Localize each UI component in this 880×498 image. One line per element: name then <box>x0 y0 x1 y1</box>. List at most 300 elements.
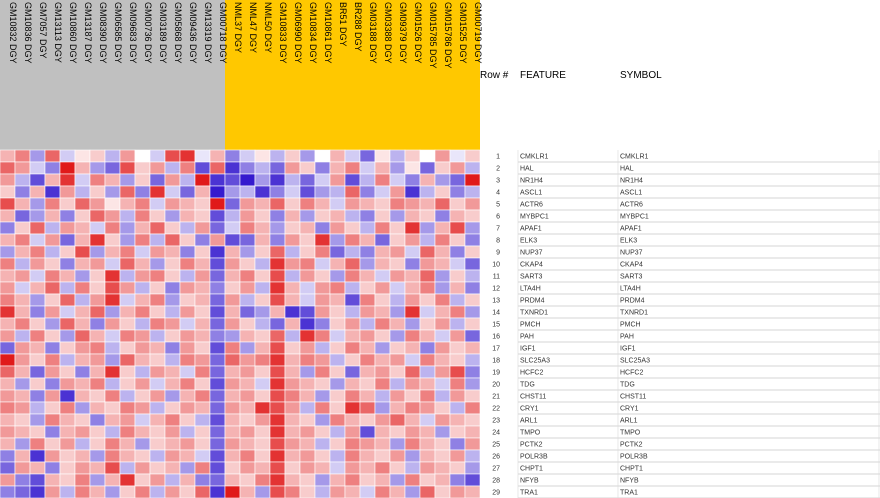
row-symbol: SLC25A3 <box>620 357 650 365</box>
heatmap-cell <box>450 246 465 258</box>
heatmap-cell <box>420 210 435 222</box>
heatmap-cell <box>45 198 60 210</box>
heatmap-cell <box>255 246 270 258</box>
heatmap-cell <box>300 426 315 438</box>
heatmap-cell <box>75 402 90 414</box>
heatmap-cell <box>315 426 330 438</box>
heatmap-cell <box>15 210 30 222</box>
heatmap-cell <box>120 330 135 342</box>
heatmap-cell <box>15 294 30 306</box>
heatmap-cell <box>225 414 240 426</box>
heatmap-cell <box>60 174 75 186</box>
heatmap-cell <box>90 414 105 426</box>
heatmap-cell <box>105 282 120 294</box>
heatmap-cell <box>285 450 300 462</box>
heatmap-cell <box>0 438 15 450</box>
heatmap-cell <box>60 462 75 474</box>
heatmap-cell <box>210 438 225 450</box>
heatmap-cell <box>165 414 180 426</box>
heatmap-cell <box>330 414 345 426</box>
heatmap-cell <box>45 402 60 414</box>
heatmap-cell <box>90 450 105 462</box>
heatmap-cell <box>255 330 270 342</box>
heatmap-cell <box>255 474 270 486</box>
heatmap-cell <box>450 198 465 210</box>
heatmap-cell <box>60 294 75 306</box>
heatmap-cell <box>345 402 360 414</box>
heatmap-cell <box>405 306 420 318</box>
heatmap-cell <box>405 486 420 498</box>
heatmap-cell <box>165 378 180 390</box>
heatmap-cell <box>180 378 195 390</box>
heatmap-cell <box>450 378 465 390</box>
heatmap-cell <box>270 462 285 474</box>
heatmap-cell <box>330 486 345 498</box>
heatmap-cell <box>330 462 345 474</box>
heatmap-cell <box>225 222 240 234</box>
heatmap-cell <box>165 342 180 354</box>
row-feature: HAL <box>520 165 534 173</box>
heatmap-cell <box>300 330 315 342</box>
column-label: GM7057 DGY <box>38 2 48 59</box>
heatmap-cell <box>60 450 75 462</box>
heatmap-cell <box>390 366 405 378</box>
heatmap-cell <box>360 234 375 246</box>
row-symbol: CRY1 <box>620 405 639 413</box>
heatmap-cell <box>285 186 300 198</box>
heatmap-cell <box>330 474 345 486</box>
heatmap-cell <box>435 150 450 162</box>
heatmap-cell <box>330 438 345 450</box>
heatmap-cell <box>420 234 435 246</box>
row-feature: TMPO <box>520 429 541 437</box>
heatmap-cell <box>0 414 15 426</box>
row-symbol: ASCL1 <box>620 189 643 197</box>
heatmap-cell <box>465 462 480 474</box>
heatmap-cell <box>270 342 285 354</box>
heatmap-cell <box>165 258 180 270</box>
heatmap-cell <box>315 258 330 270</box>
heatmap-cell <box>300 366 315 378</box>
row-symbol: MYBPC1 <box>620 213 649 221</box>
heatmap-cell <box>60 414 75 426</box>
heatmap-cell <box>135 174 150 186</box>
heatmap-cell <box>120 402 135 414</box>
heatmap-cell <box>165 366 180 378</box>
heatmap-cell <box>405 162 420 174</box>
heatmap-cell <box>450 150 465 162</box>
heatmap-cell <box>255 342 270 354</box>
heatmap-cell <box>360 246 375 258</box>
heatmap-cell <box>0 486 15 498</box>
heatmap-cell <box>90 318 105 330</box>
heatmap-cell <box>195 462 210 474</box>
heatmap-cell <box>225 198 240 210</box>
heatmap-cell <box>330 402 345 414</box>
row-number: 29 <box>492 489 500 497</box>
heatmap-cell <box>150 306 165 318</box>
row-symbol: CHST11 <box>620 393 647 401</box>
heatmap-cell <box>90 222 105 234</box>
heatmap-cell <box>375 282 390 294</box>
heatmap-cell <box>450 390 465 402</box>
heatmap-cell <box>285 414 300 426</box>
heatmap-cell <box>360 150 375 162</box>
heatmap-cell <box>315 402 330 414</box>
heatmap-cell <box>75 414 90 426</box>
row-number: 4 <box>496 189 500 197</box>
column-label: GM13319 DGY <box>203 2 213 64</box>
row-feature: POLR3B <box>520 453 548 461</box>
heatmap-cell <box>405 210 420 222</box>
heatmap-cell <box>210 210 225 222</box>
heatmap-cell <box>0 474 15 486</box>
heatmap-cell <box>390 438 405 450</box>
heatmap-cell <box>90 150 105 162</box>
heatmap-cell <box>420 414 435 426</box>
heatmap-cell <box>75 210 90 222</box>
heatmap-cell <box>195 234 210 246</box>
heatmap-cell <box>360 354 375 366</box>
heatmap-cell <box>255 390 270 402</box>
heatmap-cell <box>375 474 390 486</box>
heatmap-cell <box>135 198 150 210</box>
heatmap-cell <box>330 354 345 366</box>
heatmap-cell <box>150 426 165 438</box>
column-label: GM10832 DGY <box>8 2 18 64</box>
heatmap-cell <box>270 150 285 162</box>
heatmap-cell <box>210 282 225 294</box>
heatmap-cell <box>420 246 435 258</box>
heatmap-cell <box>300 414 315 426</box>
heatmap-cell <box>90 378 105 390</box>
heatmap-cell <box>465 282 480 294</box>
heatmap-cell <box>135 330 150 342</box>
heatmap-cell <box>345 366 360 378</box>
heatmap-cell <box>255 294 270 306</box>
heatmap-cell <box>150 402 165 414</box>
heatmap-cell <box>405 258 420 270</box>
heatmap-cell <box>345 438 360 450</box>
column-label: GM08390 DGY <box>98 2 108 64</box>
heatmap-cell <box>300 162 315 174</box>
heatmap-cell <box>135 354 150 366</box>
column-label: GM015785 DGY <box>428 2 438 69</box>
heatmap-cell <box>360 282 375 294</box>
heatmap-cell <box>150 162 165 174</box>
heatmap-cell <box>405 354 420 366</box>
heatmap-cell <box>285 162 300 174</box>
heatmap-cell <box>345 486 360 498</box>
heatmap-cell <box>345 306 360 318</box>
heatmap-cell <box>135 246 150 258</box>
heatmap-cell <box>330 186 345 198</box>
heatmap-cell <box>420 306 435 318</box>
heatmap-cell <box>30 462 45 474</box>
heatmap-cell <box>300 378 315 390</box>
heatmap-cell <box>15 474 30 486</box>
heatmap-cell <box>300 390 315 402</box>
heatmap-cell <box>450 174 465 186</box>
row-number: 5 <box>496 201 500 209</box>
heatmap-cell <box>435 450 450 462</box>
heatmap-cell <box>120 426 135 438</box>
heatmap-cell <box>330 378 345 390</box>
heatmap-cell <box>0 258 15 270</box>
heatmap-cell <box>420 294 435 306</box>
heatmap-cell <box>150 246 165 258</box>
heatmap-cell <box>315 378 330 390</box>
heatmap-cell <box>435 222 450 234</box>
heatmap-cell <box>360 402 375 414</box>
heatmap-cell <box>330 246 345 258</box>
row-symbol: TXNRD1 <box>620 309 649 317</box>
heatmap-cell <box>285 150 300 162</box>
heatmap-cell <box>270 162 285 174</box>
heatmap-cell <box>105 246 120 258</box>
heatmap-cell <box>375 258 390 270</box>
heatmap-cell <box>360 306 375 318</box>
heatmap-cell <box>210 174 225 186</box>
heatmap-cell <box>360 162 375 174</box>
heatmap-cell <box>465 330 480 342</box>
heatmap-cell <box>405 282 420 294</box>
heatmap-cell <box>315 450 330 462</box>
heatmap-cell <box>75 234 90 246</box>
heatmap-cell <box>165 162 180 174</box>
heatmap-cell <box>390 150 405 162</box>
heatmap-cell <box>300 294 315 306</box>
heatmap-cell <box>225 438 240 450</box>
heatmap-cell <box>105 318 120 330</box>
heatmap-cell <box>195 282 210 294</box>
heatmap-cell <box>165 210 180 222</box>
heatmap-cell <box>135 150 150 162</box>
heatmap-cell <box>210 342 225 354</box>
heatmap-cell <box>120 390 135 402</box>
heatmap-cell <box>0 450 15 462</box>
column-label: GM03388 DGY <box>383 2 393 64</box>
heatmap-cell <box>300 198 315 210</box>
heatmap-cell <box>135 438 150 450</box>
heatmap-cell <box>360 414 375 426</box>
column-label: GM09683 DGY <box>128 2 138 64</box>
heatmap-cell <box>45 390 60 402</box>
row-number: 2 <box>496 165 500 173</box>
heatmap-cell <box>330 210 345 222</box>
heatmap-cell <box>285 318 300 330</box>
row-feature: ACTR6 <box>520 201 543 209</box>
heatmap-cell <box>270 198 285 210</box>
heatmap-cell <box>465 366 480 378</box>
heatmap-cell <box>195 342 210 354</box>
heatmap-cell <box>30 438 45 450</box>
row-feature: HCFC2 <box>520 369 544 377</box>
heatmap-cell <box>465 186 480 198</box>
heatmap-cell <box>120 246 135 258</box>
heatmap-cell <box>60 330 75 342</box>
heatmap-cell <box>150 210 165 222</box>
heatmap-cell <box>255 426 270 438</box>
heatmap-cell <box>240 426 255 438</box>
heatmap-cell <box>30 354 45 366</box>
heatmap-cell <box>465 234 480 246</box>
heatmap-cell <box>405 186 420 198</box>
heatmap-cell <box>300 270 315 282</box>
heatmap-cell <box>165 330 180 342</box>
heatmap-cell <box>0 330 15 342</box>
heatmap-cell <box>0 342 15 354</box>
heatmap-cell <box>165 486 180 498</box>
heatmap-cell <box>195 450 210 462</box>
heatmap-cell <box>90 210 105 222</box>
heatmap-cell <box>315 342 330 354</box>
heatmap-cell <box>180 330 195 342</box>
heatmap-cell <box>315 486 330 498</box>
heatmap-cell <box>30 426 45 438</box>
heatmap-cell <box>150 222 165 234</box>
heatmap-cell <box>390 186 405 198</box>
heatmap-cell <box>195 366 210 378</box>
heatmap-cell <box>420 462 435 474</box>
heatmap-cell <box>270 438 285 450</box>
heatmap-cell <box>30 414 45 426</box>
heatmap-cell <box>450 162 465 174</box>
heatmap-cell <box>315 270 330 282</box>
heatmap-cell <box>420 270 435 282</box>
heatmap-cell <box>0 354 15 366</box>
heatmap-cell <box>375 174 390 186</box>
heatmap-cell <box>150 462 165 474</box>
heatmap-cell <box>255 186 270 198</box>
row-feature: SLC25A3 <box>520 357 550 365</box>
heatmap-cell <box>345 150 360 162</box>
heatmap-cell <box>360 222 375 234</box>
heatmap-cell <box>375 150 390 162</box>
heatmap-cell <box>390 246 405 258</box>
heatmap-cell <box>315 174 330 186</box>
heatmap-cell <box>255 282 270 294</box>
heatmap-cell <box>180 390 195 402</box>
heatmap-cell <box>270 306 285 318</box>
heatmap-cell <box>60 474 75 486</box>
row-feature: NFYB <box>520 477 539 485</box>
heatmap-cell <box>435 270 450 282</box>
heatmap-cell <box>165 150 180 162</box>
heatmap-cell <box>165 354 180 366</box>
heatmap-cell <box>210 474 225 486</box>
heatmap-cell <box>330 330 345 342</box>
heatmap-cell <box>45 186 60 198</box>
heatmap-cell <box>105 306 120 318</box>
heatmap-cell <box>450 462 465 474</box>
heatmap-cell <box>420 342 435 354</box>
heatmap-cell <box>315 282 330 294</box>
heatmap-cell <box>420 402 435 414</box>
heatmap-cell <box>240 402 255 414</box>
heatmap-cell <box>135 186 150 198</box>
heatmap-cell <box>345 378 360 390</box>
heatmap-cell <box>465 450 480 462</box>
heatmap-cell <box>450 450 465 462</box>
heatmap-cell <box>360 450 375 462</box>
heatmap-cell <box>180 258 195 270</box>
row-number: 27 <box>492 465 500 473</box>
heatmap-cell <box>390 462 405 474</box>
heatmap-cell <box>255 162 270 174</box>
heatmap-cell <box>210 198 225 210</box>
heatmap-cell <box>135 234 150 246</box>
heatmap-cell <box>150 174 165 186</box>
heatmap-cell <box>450 234 465 246</box>
heatmap-cell <box>180 366 195 378</box>
heatmap-cell <box>45 222 60 234</box>
heatmap-cell <box>435 366 450 378</box>
heatmap-cell <box>135 462 150 474</box>
heatmap-cell <box>285 426 300 438</box>
row-symbol: ACTR6 <box>620 201 643 209</box>
heatmap-cell <box>195 354 210 366</box>
heatmap-cell <box>135 162 150 174</box>
row-feature: CKAP4 <box>520 261 543 269</box>
heatmap-cell <box>0 390 15 402</box>
column-label: GM03188 DGY <box>368 2 378 64</box>
heatmap-cell <box>240 390 255 402</box>
heatmap-cell <box>45 270 60 282</box>
heatmap-cell <box>15 270 30 282</box>
heatmap-cell <box>450 270 465 282</box>
heatmap-cell <box>15 426 30 438</box>
heatmap-cell <box>285 354 300 366</box>
heatmap-cell <box>465 198 480 210</box>
heatmap-cell <box>180 306 195 318</box>
heatmap-cell <box>360 210 375 222</box>
heatmap-cell <box>120 270 135 282</box>
column-label: NML47 DGY <box>248 2 258 54</box>
row-symbol: POLR3B <box>620 453 648 461</box>
heatmap-cell <box>45 246 60 258</box>
heatmap-cell <box>135 426 150 438</box>
heatmap-cell <box>225 282 240 294</box>
heatmap-cell <box>375 402 390 414</box>
heatmap-cell <box>150 282 165 294</box>
heatmap-cell <box>165 246 180 258</box>
heatmap-cell <box>30 222 45 234</box>
heatmap-cell <box>435 474 450 486</box>
heatmap-cell <box>165 282 180 294</box>
heatmap-cell <box>420 354 435 366</box>
heatmap-cell <box>60 342 75 354</box>
heatmap-cell <box>45 354 60 366</box>
heatmap-cell <box>105 198 120 210</box>
heatmap-cell <box>345 234 360 246</box>
heatmap-cell <box>360 318 375 330</box>
heatmap-cell <box>165 462 180 474</box>
heatmap-cell <box>255 150 270 162</box>
heatmap-cell <box>255 462 270 474</box>
heatmap-cell <box>210 450 225 462</box>
heatmap-cell <box>75 474 90 486</box>
heatmap-cell <box>375 270 390 282</box>
row-symbol: PMCH <box>620 321 641 329</box>
heatmap-cell <box>420 318 435 330</box>
row-symbol: NFYB <box>620 477 639 485</box>
heatmap-cell <box>240 270 255 282</box>
heatmap-cell <box>465 246 480 258</box>
heatmap-cell <box>435 162 450 174</box>
heatmap-cell <box>390 474 405 486</box>
heatmap-cell <box>360 198 375 210</box>
